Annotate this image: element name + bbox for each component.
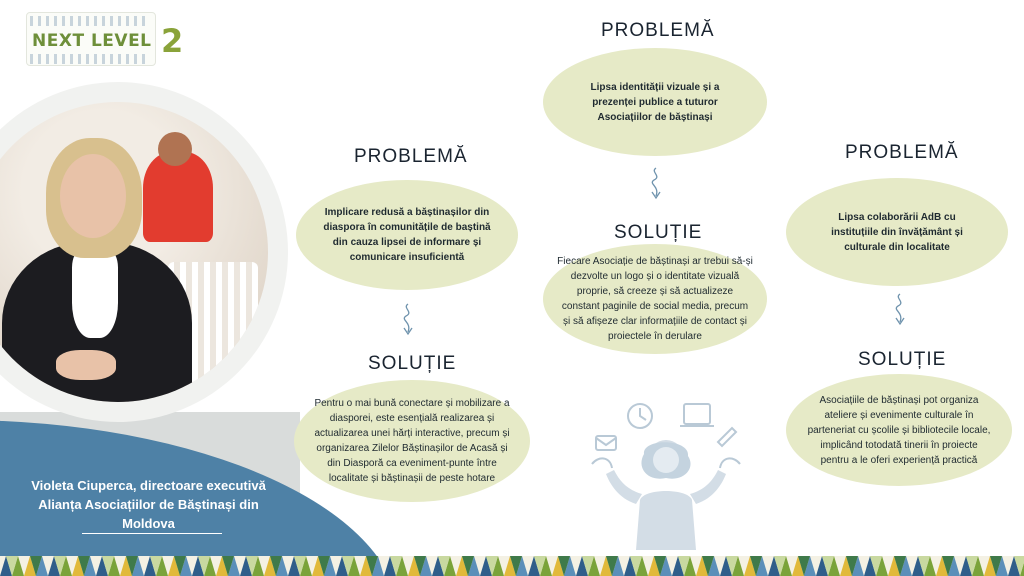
logo-decoration-bottom	[30, 54, 150, 64]
problem-oval-3	[786, 178, 1008, 286]
caption-underline	[82, 533, 222, 534]
problem-text-1: Implicare redusă a băștinașilor din diaspora în comunitățile de baștină din cauza lipsei de informare și comunicare insuficientă	[323, 207, 491, 263]
solution-text-2: Fiecare Asociație de băștinași ar trebui să-și dezvolte un logo și o identitate vizuală proprie, să creeze și să actualizeze constant paginile de social media, precum și să afișeze clar informațiile de contact și proiectele în derulare	[557, 256, 753, 342]
logo-decoration-top	[30, 16, 150, 26]
problem-text-2: Lipsa identității vizuale și a prezenței publice a tuturor Asociațiilor de băștinași	[590, 81, 720, 123]
solution-oval-2	[543, 244, 767, 354]
decorative-triangle-border	[0, 556, 1024, 576]
arrow-down-icon	[398, 302, 418, 338]
problem-heading-1: PROBLEMĂ	[354, 146, 468, 167]
problem-oval-1	[296, 180, 518, 290]
solution-heading-1: SOLUȚIE	[368, 353, 457, 374]
speaker-caption	[6, 476, 291, 533]
problem-heading-2: PROBLEMĂ	[601, 20, 715, 41]
solution-text-1: Pentru o mai bună conectare și mobilizare a diasporei, este esențială realizarea și actualizarea unei hărți interactive, precum și organizarea Zilelor Băștinașilor de Acasă și din Diasporă ca eveniment-punte între localitate și băștinașii de peste hotare	[314, 398, 510, 484]
photo-background-head	[158, 132, 192, 166]
caption-line-2: Alianța Asociațiilor de Băștinași din	[38, 497, 259, 512]
caption-line-1: Violeta Ciuperca, directoare executivă	[31, 478, 266, 493]
next-level-logo	[26, 12, 186, 68]
solution-heading-2: SOLUȚIE	[614, 222, 703, 243]
logo-number: 2	[161, 22, 184, 60]
photo-hands	[56, 350, 116, 380]
solution-heading-3: SOLUȚIE	[858, 349, 947, 370]
solution-text-3: Asociațiile de băștinași pot organiza ateliere și evenimente culturale în parteneriat cu școlile și bibliotecile locale, implicând totodată tinerii în proiecte pentru a le oferi experiență practică	[807, 394, 991, 466]
solution-oval-3	[786, 374, 1012, 486]
solution-oval-1	[294, 380, 530, 502]
multitasking-person-illustration	[588, 398, 744, 550]
problem-text-3: Lipsa colaborării AdB cu instituțiile din învățământ și culturale din localitate	[831, 211, 963, 253]
logo-text: NEXT LEVEL	[32, 31, 152, 51]
photo-shirt	[72, 250, 118, 338]
arrow-down-icon	[890, 292, 910, 328]
photo-face	[60, 154, 126, 238]
problem-oval-2	[543, 48, 767, 156]
problem-heading-3: PROBLEMĂ	[845, 142, 959, 163]
caption-line-3: Moldova	[122, 516, 175, 531]
arrow-down-icon	[646, 166, 666, 202]
